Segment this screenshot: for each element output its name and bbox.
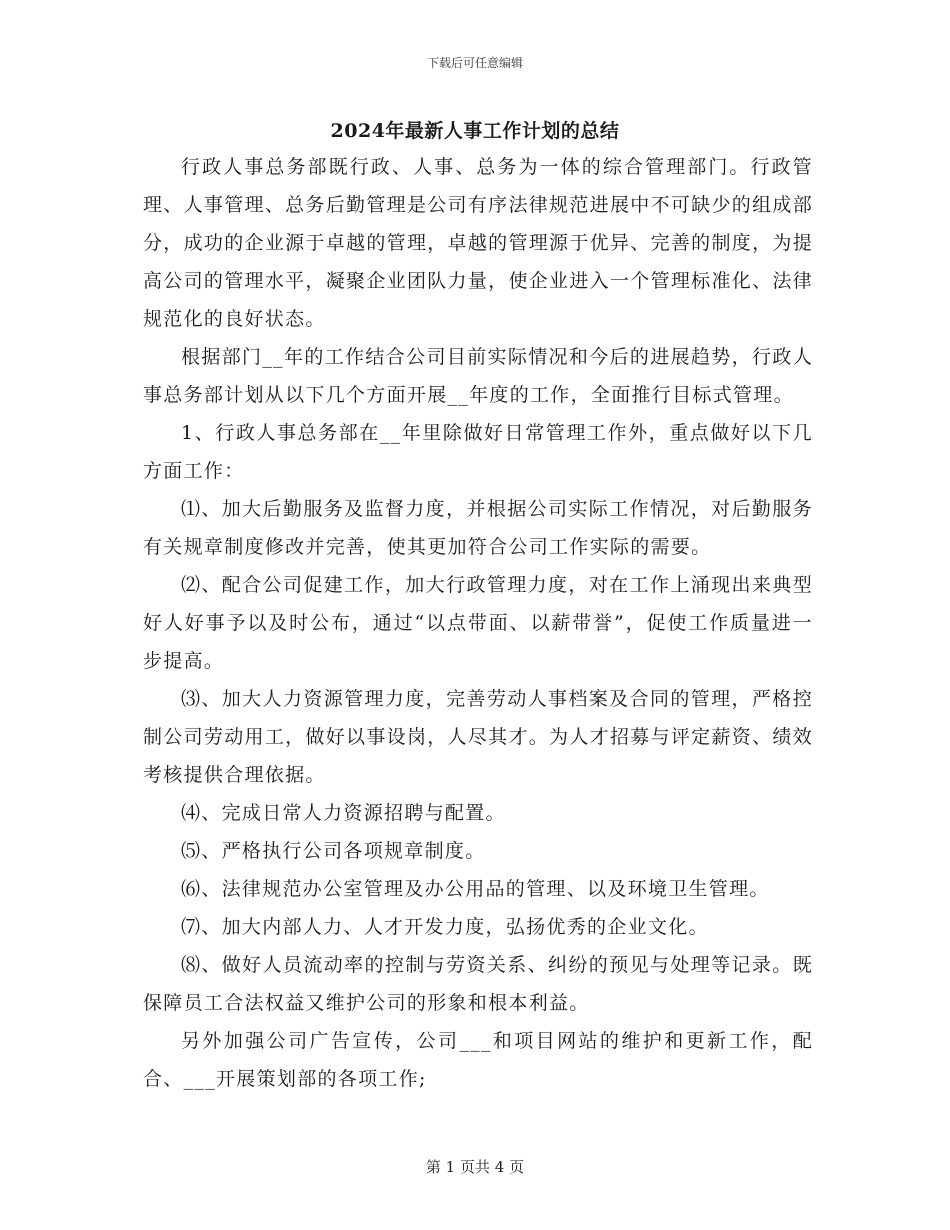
list-item-6: ⑹、法律规范办公室管理及办公用品的管理、以及环境卫生管理。 (181, 878, 770, 900)
header-note: 下载后可任意编辑 (426, 56, 523, 70)
list-item-3: ⑶、加大人力资源管理力度，完善劳动人事档案及合同的管理，严格控制公司劳动用工，做好以事设岗，人尽其才。为人才招募与评定薪资、绩效考核提供合理依据。 (143, 688, 813, 786)
page-number: 第 1 页共 4 页 (425, 1158, 525, 1176)
document-body (143, 148, 813, 1098)
list-item-7: ⑺、加大内部人力、人才开发力度，弘扬优秀的企业文化。 (181, 916, 709, 938)
list-item-5: ⑸、严格执行公司各项规章制度。 (181, 840, 486, 862)
paragraph-intro: 行政人事总务部既行政、人事、总务为一体的综合管理部门。行政管理、人事管理、总务后勤管理是公司有序法律规范进展中不可缺少的组成部分，成功的企业源于卓越的管理，卓越的管理源于优异、完善的制度，为提高公司的管理水平，凝聚企业团队力量，使企业进入一个管理标准化、法律规范化的良好状态。 (143, 156, 813, 330)
list-item-8: ⑻、做好人员流动率的控制与劳资关系、纠纷的预见与处理等记录。既保障员工合法权益又维护公司的形象和根本利益。 (143, 954, 813, 1014)
paragraph-section-1: 1、行政人事总务部在__年里除做好日常管理工作外，重点做好以下几方面工作： (143, 422, 813, 482)
list-item-2: ⑵、配合公司促建工作，加大行政管理力度，对在工作上涌现出来典型好人好事予以及时公布，通过“以点带面、以薪带誉”，促使工作质量进一步提高。 (143, 574, 813, 672)
paragraph-plan: 根据部门__年的工作结合公司目前实际情况和今后的进展趋势，行政人事总务部计划从以下几个方面开展__年度的工作，全面推行目标式管理。 (143, 346, 813, 406)
paragraph-additional: 另外加强公司广告宣传，公司___和项目网站的维护和更新工作，配合、___开展策划部的各项工作; (143, 1030, 813, 1090)
list-item-4: ⑷、完成日常人力资源招聘与配置。 (181, 802, 506, 824)
list-item-1: ⑴、加大后勤服务及监督力度，并根据公司实际工作情况，对后勤服务有关规章制度修改并完善，使其更加符合公司工作实际的需要。 (143, 498, 813, 558)
document-title: 2024年最新人事工作计划的总结 (330, 120, 620, 142)
